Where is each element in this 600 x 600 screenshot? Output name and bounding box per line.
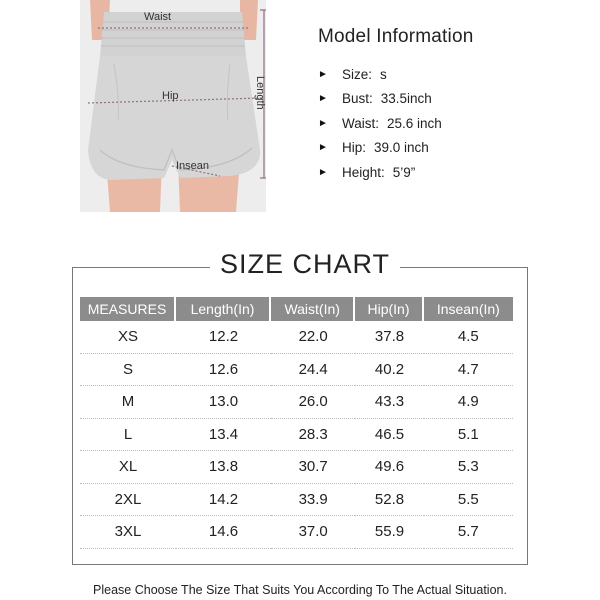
- table-cell: 12.2: [176, 321, 271, 354]
- shorts-illustration: [80, 0, 266, 212]
- size-chart-title: SIZE CHART: [210, 249, 400, 280]
- table-cell: 24.4: [271, 354, 355, 387]
- model-row-size: [318, 62, 473, 87]
- model-information: [318, 26, 473, 185]
- table-cell: 12.6: [176, 354, 271, 387]
- table-cell: S: [80, 354, 176, 387]
- table-cell: 4.9: [424, 386, 513, 419]
- table-cell: M: [80, 386, 176, 419]
- table-cell: XS: [80, 321, 176, 354]
- table-cell: 4.5: [424, 321, 513, 354]
- model-value: 39.0 inch: [374, 140, 429, 156]
- table-row: [80, 451, 513, 484]
- table-cell: 5.1: [424, 419, 513, 452]
- table-cell: 14.6: [176, 516, 271, 549]
- table-row: [80, 321, 513, 354]
- table-row: [80, 484, 513, 517]
- model-value: s: [380, 66, 387, 82]
- table-cell: 5.7: [424, 516, 513, 549]
- model-row-waist: [318, 111, 473, 136]
- column-header: MEASURES: [80, 297, 176, 321]
- table-row: [80, 516, 513, 549]
- table-cell: 5.3: [424, 451, 513, 484]
- table-cell: 49.6: [355, 451, 423, 484]
- table-cell: L: [80, 419, 176, 452]
- column-header: Waist(In): [271, 297, 355, 321]
- model-row-hip: [318, 136, 473, 161]
- table-cell: 33.9: [271, 484, 355, 517]
- waist-label: Waist: [144, 11, 172, 23]
- model-value: 25.6 inch: [387, 115, 442, 131]
- model-value: 5’9”: [392, 164, 416, 180]
- table-cell: 43.3: [355, 386, 423, 419]
- table-cell: 3XL: [80, 516, 176, 549]
- model-label: Bust:: [342, 91, 373, 107]
- bullet-arrow-icon: ►: [318, 93, 328, 105]
- table-row: [80, 419, 513, 452]
- length-label: Length: [254, 76, 266, 110]
- table-cell: 30.7: [271, 451, 355, 484]
- table-cell: 13.8: [176, 451, 271, 484]
- model-info-title: Model Information: [318, 26, 474, 47]
- table-cell: 13.0: [176, 386, 271, 419]
- table-cell: 13.4: [176, 419, 271, 452]
- model-value: 33.5inch: [380, 91, 432, 107]
- model-row-bust: [318, 87, 473, 112]
- table-header-row: [80, 297, 513, 321]
- table-cell: 26.0: [271, 386, 355, 419]
- table-cell: 22.0: [271, 321, 355, 354]
- size-chart-table: [80, 297, 513, 549]
- column-header: Hip(In): [355, 297, 423, 321]
- model-label: Waist:: [342, 115, 379, 131]
- model-label: Hip:: [342, 140, 367, 156]
- column-header: Insean(In): [424, 297, 513, 321]
- footer-note: Please Choose The Size That Suits You According To The Actual Situation.: [93, 583, 507, 597]
- table-cell: 2XL: [80, 484, 176, 517]
- table-cell: 14.2: [176, 484, 271, 517]
- table-cell: 4.7: [424, 354, 513, 387]
- bullet-arrow-icon: ►: [318, 166, 328, 178]
- bullet-arrow-icon: ►: [318, 68, 328, 80]
- bullet-arrow-icon: ►: [318, 142, 328, 154]
- model-label: Size:: [342, 66, 373, 82]
- table-cell: 40.2: [355, 354, 423, 387]
- model-label: Height:: [342, 164, 385, 180]
- table-cell: 37.0: [271, 516, 355, 549]
- table-cell: 37.8: [355, 321, 423, 354]
- product-photo: [80, 0, 266, 212]
- table-cell: XL: [80, 451, 176, 484]
- hip-label: Hip: [162, 90, 179, 102]
- bullet-arrow-icon: ►: [318, 117, 328, 129]
- model-row-height: [318, 160, 473, 185]
- table-cell: 46.5: [355, 419, 423, 452]
- table-row: [80, 354, 513, 387]
- table-cell: 5.5: [424, 484, 513, 517]
- table-cell: 55.9: [355, 516, 423, 549]
- insean-label: Insean: [176, 160, 210, 172]
- table-row: [80, 386, 513, 419]
- table-cell: 28.3: [271, 419, 355, 452]
- table-cell: 52.8: [355, 484, 423, 517]
- column-header: Length(In): [176, 297, 271, 321]
